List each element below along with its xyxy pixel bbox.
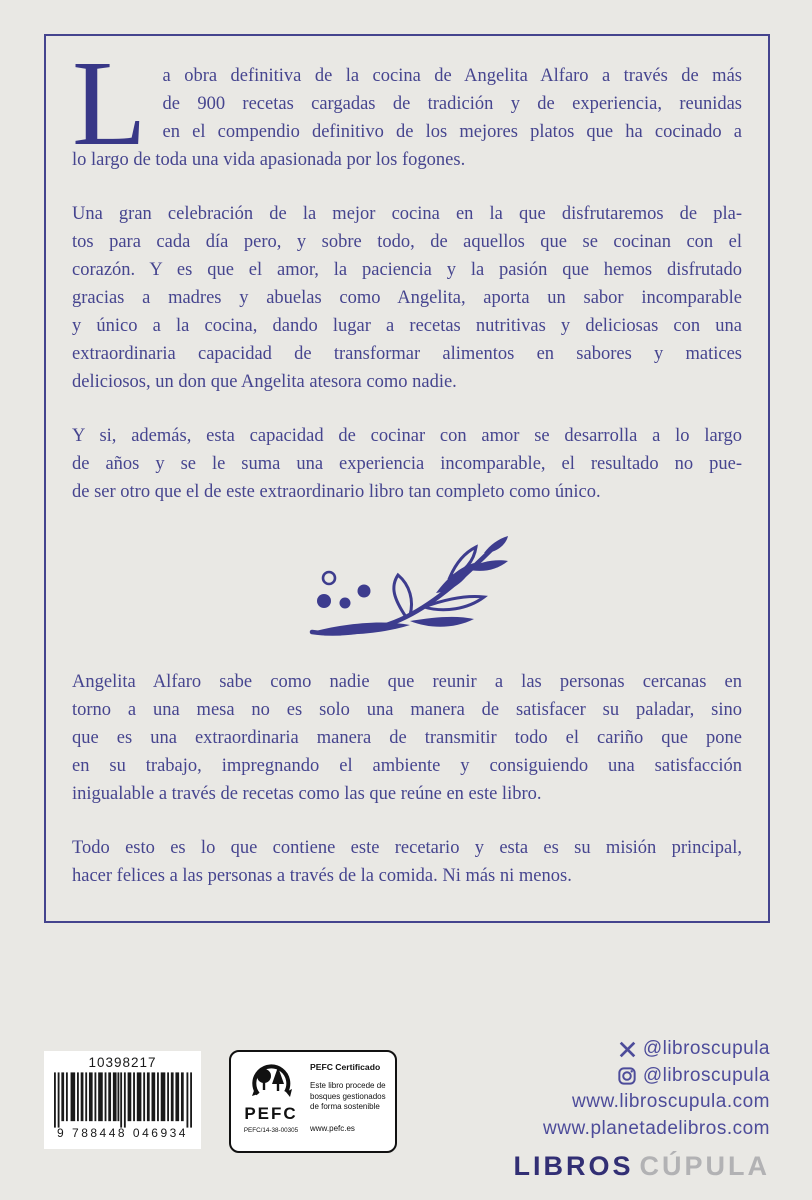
x-handle-text: @libroscupula <box>642 1038 770 1059</box>
pefc-wordmark: PEFC <box>244 1104 298 1123</box>
barcode-bars-icon <box>54 1072 192 1128</box>
pefc-trees-icon <box>248 1060 294 1102</box>
barcode <box>44 1051 201 1149</box>
synopsis-paragraph-3 <box>72 422 742 506</box>
pefc-certification-box <box>229 1050 397 1153</box>
website-2-line <box>513 1116 770 1143</box>
publisher-contact-block <box>513 1036 770 1182</box>
website-2-text: www.planetadelibros.com <box>543 1117 770 1139</box>
publisher-logo-cupula: CÚPULA <box>639 1151 770 1181</box>
synopsis-paragraph-2 <box>72 200 742 396</box>
instagram-icon <box>618 1067 636 1085</box>
website-1-line <box>513 1089 770 1116</box>
herb-sprig-illustration <box>72 532 742 650</box>
x-handle-line <box>513 1036 770 1063</box>
paragraph-3-text: Y si, además, esta capacidad de cocinar con amor se desarrolla a lo largo de años y se le suma una experiencia incomparable, el resultado no pue- de ser otro que el de este extraordinario libro tan completo como único. <box>72 426 742 502</box>
synopsis-paragraph-4 <box>72 668 742 808</box>
dropcap-letter: L <box>72 36 147 171</box>
barcode-top-number: 10398217 <box>88 1055 157 1070</box>
paragraph-4-text: Angelita Alfaro sabe como nadie que reunir a las personas cercanas en torno a una mesa no es solo una manera de satisfacer su paladar, sino que es una extraordinaria manera de transmitir todo el cariño que pone en su trabajo, impregnando el ambiente y consiguiendo una satisfacción inigualable a través de recetas como las que reúne en este libro. <box>72 672 742 804</box>
publisher-logo <box>513 1151 770 1182</box>
paragraph-1-text: a obra definitiva de la cocina de Angelita Alfaro a través de más de 900 recetas cargadas de tradición y de experiencia, reunidas en el compendio definitivo de los mejores platos que ha cocinado a lo largo de toda una vida apasionada por los fogones. <box>72 66 742 170</box>
instagram-handle-line <box>513 1063 770 1090</box>
rosemary-sprig-icon <box>298 533 516 649</box>
pefc-url: www.pefc.es <box>310 1123 355 1133</box>
synopsis-paragraph-5 <box>72 834 742 890</box>
pefc-logo-column <box>240 1060 302 1145</box>
instagram-handle-text: @libroscupula <box>642 1064 770 1086</box>
barcode-ean-digits: 9 788448 046934 <box>57 1126 188 1140</box>
publisher-logo-libros: LIBROS <box>513 1151 634 1181</box>
website-1-text: www.libroscupula.com <box>572 1091 770 1112</box>
paragraph-2-text: Una gran celebración de la mejor cocina en la que disfrutaremos de pla- tos para cada día pero, y sobre todo, de aquellos que se cocinan con el corazón. Y es que el amor, la paciencia y la pasión que hemos disfrutado gracias a madres y abuelas como Angelita, aporta un sabor incomparable y único a la cocina, dando lugar a recetas nutritivas y deliciosas con una extraordinaria capacidad de transformar alimentos en sabores y matices deliciosos, un don que Angelita atesora como nadie. <box>72 204 742 392</box>
synopsis-paragraph-1 <box>72 36 742 174</box>
synopsis-box <box>44 34 770 923</box>
pefc-cert-code: PEFC/14-38-00305 <box>243 1127 299 1134</box>
paragraph-5-text: Todo esto es lo que contiene este recetario y esta es su misión principal, hacer felices a las personas a través de la comida. Ni más ni menos. <box>72 838 742 886</box>
pefc-text-column <box>302 1060 388 1145</box>
x-twitter-icon <box>619 1041 636 1058</box>
pefc-title: PEFC Certificado <box>310 1062 381 1072</box>
pefc-description: Este libro procede de bosques gestionados de forma sostenible <box>310 1081 386 1111</box>
